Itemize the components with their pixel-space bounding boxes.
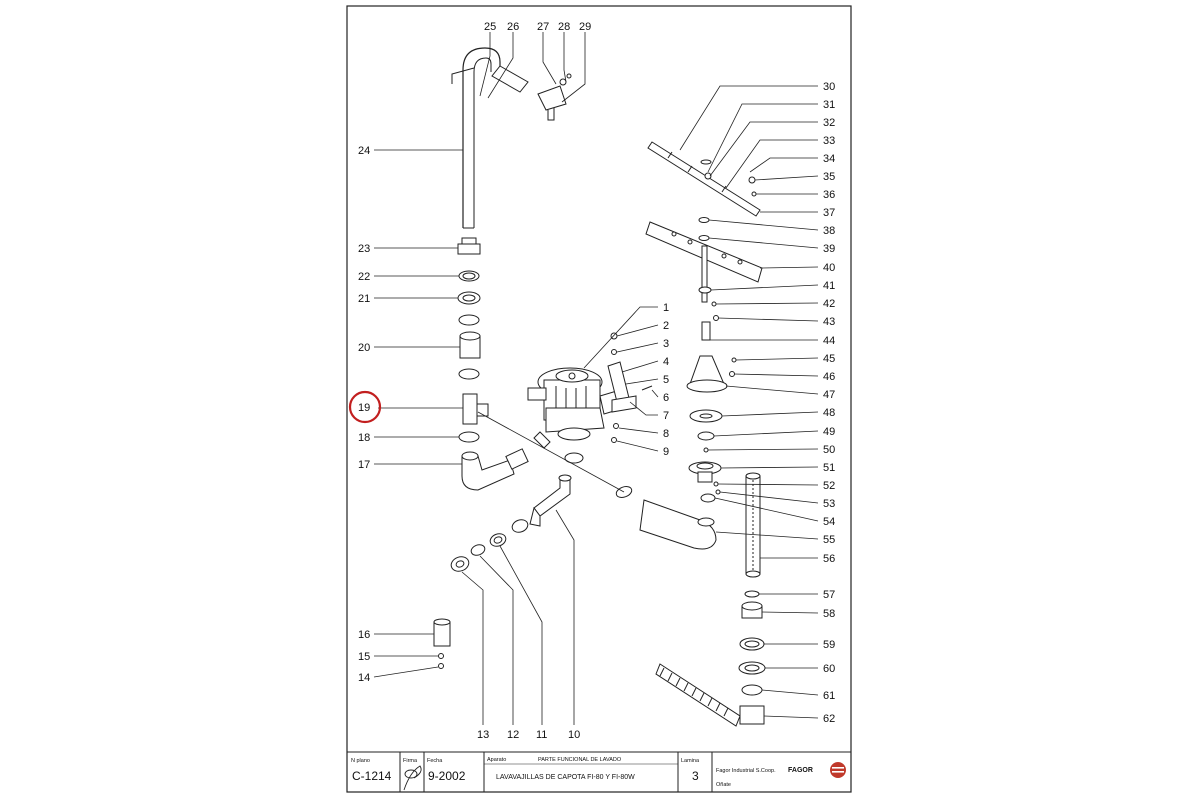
label-23: 23 — [358, 243, 371, 255]
signature-drawing — [404, 766, 421, 790]
label-11: 11 — [536, 729, 548, 741]
label-9: 9 — [663, 446, 670, 458]
label-4: 4 — [663, 356, 670, 368]
label-29: 29 — [579, 21, 592, 33]
label-47: 47 — [823, 389, 836, 401]
label-60: 60 — [823, 663, 836, 675]
label-54: 54 — [823, 516, 836, 528]
brand-wordmark: FAGOR — [788, 767, 813, 774]
label-32: 32 — [823, 117, 836, 129]
label-56: 56 — [823, 553, 836, 565]
label-36: 36 — [823, 189, 836, 201]
label-53: 53 — [823, 498, 836, 510]
label-40: 40 — [823, 262, 836, 274]
fecha-label: Fecha — [427, 758, 443, 764]
label-45: 45 — [823, 353, 836, 365]
fecha-value: 9-2002 — [428, 769, 466, 783]
label-22: 22 — [358, 271, 371, 283]
label-15: 15 — [358, 651, 371, 663]
label-44: 44 — [823, 335, 836, 347]
label-55: 55 — [823, 534, 836, 546]
label-52: 52 — [823, 480, 836, 492]
label-46: 46 — [823, 371, 836, 383]
label-2: 2 — [663, 320, 670, 332]
plano-label: N plano — [351, 758, 370, 764]
label-42: 42 — [823, 298, 836, 310]
label-57: 57 — [823, 589, 836, 601]
label-26: 26 — [507, 21, 520, 33]
lamina-value: 3 — [692, 769, 699, 783]
firma-label: Firma — [403, 758, 418, 764]
label-18: 18 — [358, 432, 371, 444]
label-12: 12 — [507, 729, 520, 741]
label-5: 5 — [663, 374, 670, 386]
company-name: Fagor Industrial S.Coop. — [716, 768, 776, 774]
label-41: 41 — [823, 280, 836, 292]
label-16: 16 — [358, 629, 371, 641]
label-6: 6 — [663, 392, 670, 404]
label-20: 20 — [358, 342, 371, 354]
label-38: 38 — [823, 225, 836, 237]
company-location: Oñate — [716, 782, 731, 788]
section-title: PARTE FUNCIONAL DE LAVADO — [538, 757, 622, 763]
sensor-part — [434, 619, 450, 669]
label-31: 31 — [823, 99, 836, 111]
label-48: 48 — [823, 407, 836, 419]
aparato-label: Aparato — [487, 757, 507, 763]
label-13: 13 — [477, 729, 490, 741]
label-3: 3 — [663, 338, 670, 350]
label-51: 51 — [823, 462, 836, 474]
label-43: 43 — [823, 316, 836, 328]
label-39: 39 — [823, 243, 836, 255]
plano-value: C-1214 — [352, 769, 392, 783]
label-25: 25 — [484, 21, 497, 33]
label-58: 58 — [823, 608, 836, 620]
label-17: 17 — [358, 459, 371, 471]
label-62: 62 — [823, 713, 836, 725]
label-34: 34 — [823, 153, 836, 165]
label-33: 33 — [823, 135, 836, 147]
label-50: 50 — [823, 444, 836, 456]
label-24: 24 — [358, 145, 371, 157]
label-8: 8 — [663, 428, 670, 440]
label-37: 37 — [823, 207, 836, 219]
lamina-label: Lamina — [681, 758, 700, 764]
fagor-logo-icon — [830, 762, 846, 778]
label-7: 7 — [663, 410, 670, 422]
appliance-name: LAVAVAJILLAS DE CAPOTA FI-80 Y FI-80W — [496, 774, 635, 781]
label-30: 30 — [823, 81, 836, 93]
label-49: 49 — [823, 426, 836, 438]
pump-motor — [528, 333, 652, 448]
label-28: 28 — [558, 21, 571, 33]
label-10: 10 — [568, 729, 581, 741]
label-59: 59 — [823, 639, 836, 651]
label-61: 61 — [823, 690, 836, 702]
label-21: 21 — [358, 293, 371, 305]
label-27: 27 — [537, 21, 550, 33]
label-14: 14 — [358, 672, 371, 684]
label-35: 35 — [823, 171, 836, 183]
label-19: 19 — [358, 402, 371, 414]
label-1: 1 — [663, 302, 670, 314]
